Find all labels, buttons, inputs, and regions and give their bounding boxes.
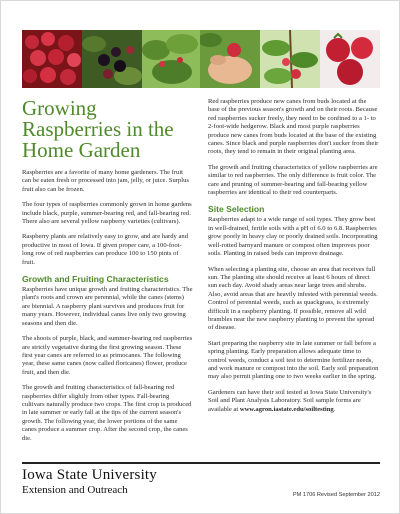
- footer-divider: [22, 462, 380, 464]
- soil-test-period: .: [333, 405, 336, 413]
- preparation-paragraph: Start preparing the raspberry site in late summer or fall before a spring planting. Early preparation allows adequate time to control weeds, conduct a soil test to determine fertilizer needs, and work manure or compost into the soil. Early soil preparation may also permit planting one to two weeks earlier in the spring.: [208, 339, 379, 381]
- growth-paragraph-1: Raspberries have unique growth and fruiting characteristics. The plant's roots and crown are perennial, while the canes (stems) are biennial. A raspberry plant survives and produces fruit for many years. However, individual canes live only two growing seasons and then die.: [22, 286, 193, 327]
- raspberry-plants-photo: [142, 30, 200, 88]
- ripe-raspberries-photo: [320, 30, 380, 88]
- growth-paragraph-3: The growth and fruiting characteristics of fall-bearing red raspberries differ slightly from other types. Fall-bearing cultivars naturally produce two crops. The first crop is produced in late summer or early fall at the tips of the current season's growth. The following year, the lower portions of the same canes produce a summer crop. After the second crop, the canes die.: [22, 384, 192, 442]
- blackberries-bush-photo: [82, 30, 142, 88]
- photo-strip: [22, 30, 380, 88]
- raspberry-cane-photo: [260, 30, 320, 88]
- growth-paragraph-2: The shoots of purple, black, and summer-bearing red raspberries are strictly vegetative during the first growing season. These first year canes are referred to as primocanes. The following year, these same canes (now called floricanes) flower, produce fruit, and then die.: [22, 335, 193, 376]
- yellow-raspberries-paragraph: The growth and fruiting characteristics of yellow raspberries are similar to red raspberries. The only difference is fruit color. The care and pruning of summer-bearing and fall-bearing yellow raspberries are identical to their red counterparts.: [208, 163, 378, 197]
- right-column: [208, 98, 379, 421]
- sun-paragraph: When selecting a planting site, choose an area that receives full sun. The planting site should receive at least 6 hours of direct sun each day. Avoid shady areas near large trees and shrubs. Also, avoid areas that are heavily infested with perennial weeds. Control of perennial weeds, such as quackgrass, is extremely difficult in a raspberry planting. If possible, remove all wild brambles near the new raspberry planting to prevent the spread of disease.: [208, 265, 378, 332]
- hand-picking-berries-photo: [200, 30, 260, 88]
- university-logo-text: Iowa State University: [22, 467, 158, 483]
- intro-paragraph: Raspberries are a favorite of many home gardeners. The fruit can be eaten fresh or processed into jam, jelly, or juice. Surplus fruit also can be frozen.: [22, 169, 189, 193]
- site-selection-heading: Site Selection: [208, 204, 265, 215]
- soil-test-text: Gardeners can have their soil tested at Iowa State University's Soil and Plant Analysis Laboratory. Soil sample forms are available at: [208, 388, 372, 413]
- left-column: [22, 98, 193, 450]
- footer: [22, 462, 380, 502]
- new-canes-paragraph: Red raspberries produce new canes from buds located at the base of the previous season's growth and on their roots. Because red raspberries sucker freely, they need to be confined to a 1- to 2-foot-wide hedgerow. Black and most purple raspberries produce new canes from buds located at the base of the existing canes. Since black and purple raspberries don't sucker from their roots, they tend to remain in their original planting area.: [208, 98, 379, 156]
- growth-section-heading: Growth and Fruiting Characteristics: [22, 274, 169, 285]
- publication-info: PM 1706 Revised September 2012: [292, 492, 380, 498]
- soil-paragraph: Raspberries adapt to a wide range of soil types. They grow best in well-drained, fertile soils with a pH of 6.0 to 6.8. Raspberries grow poorly in heavy clay or poorly drained soils. Incorporating well-rotted barnyard manure or compost often improves poor soils. Planting in raised beds can improve drainage.: [208, 216, 378, 258]
- hardiness-paragraph: Raspberry plants are relatively easy to grow, and are hardy and productive in most of Iowa. If given proper care, a 100-foot-long row of red raspberries can produce 100 to 150 pints of fruit.: [22, 233, 188, 266]
- soil-test-link[interactable]: www.agron.iastate.edu/soiltesting: [239, 405, 334, 413]
- types-paragraph: The four types of raspberries commonly grown in home gardens include black, purple, summer-bearing red, and fall-bearing red. There also are several yellow raspberry varieties (cultivars).: [22, 201, 192, 226]
- extension-logo-text: Extension and Outreach: [22, 484, 128, 496]
- soil-test-paragraph: [208, 389, 379, 414]
- red-raspberries-bowl-photo: [22, 30, 82, 88]
- page-title: Growing Raspberries in the Home Garden: [22, 96, 174, 162]
